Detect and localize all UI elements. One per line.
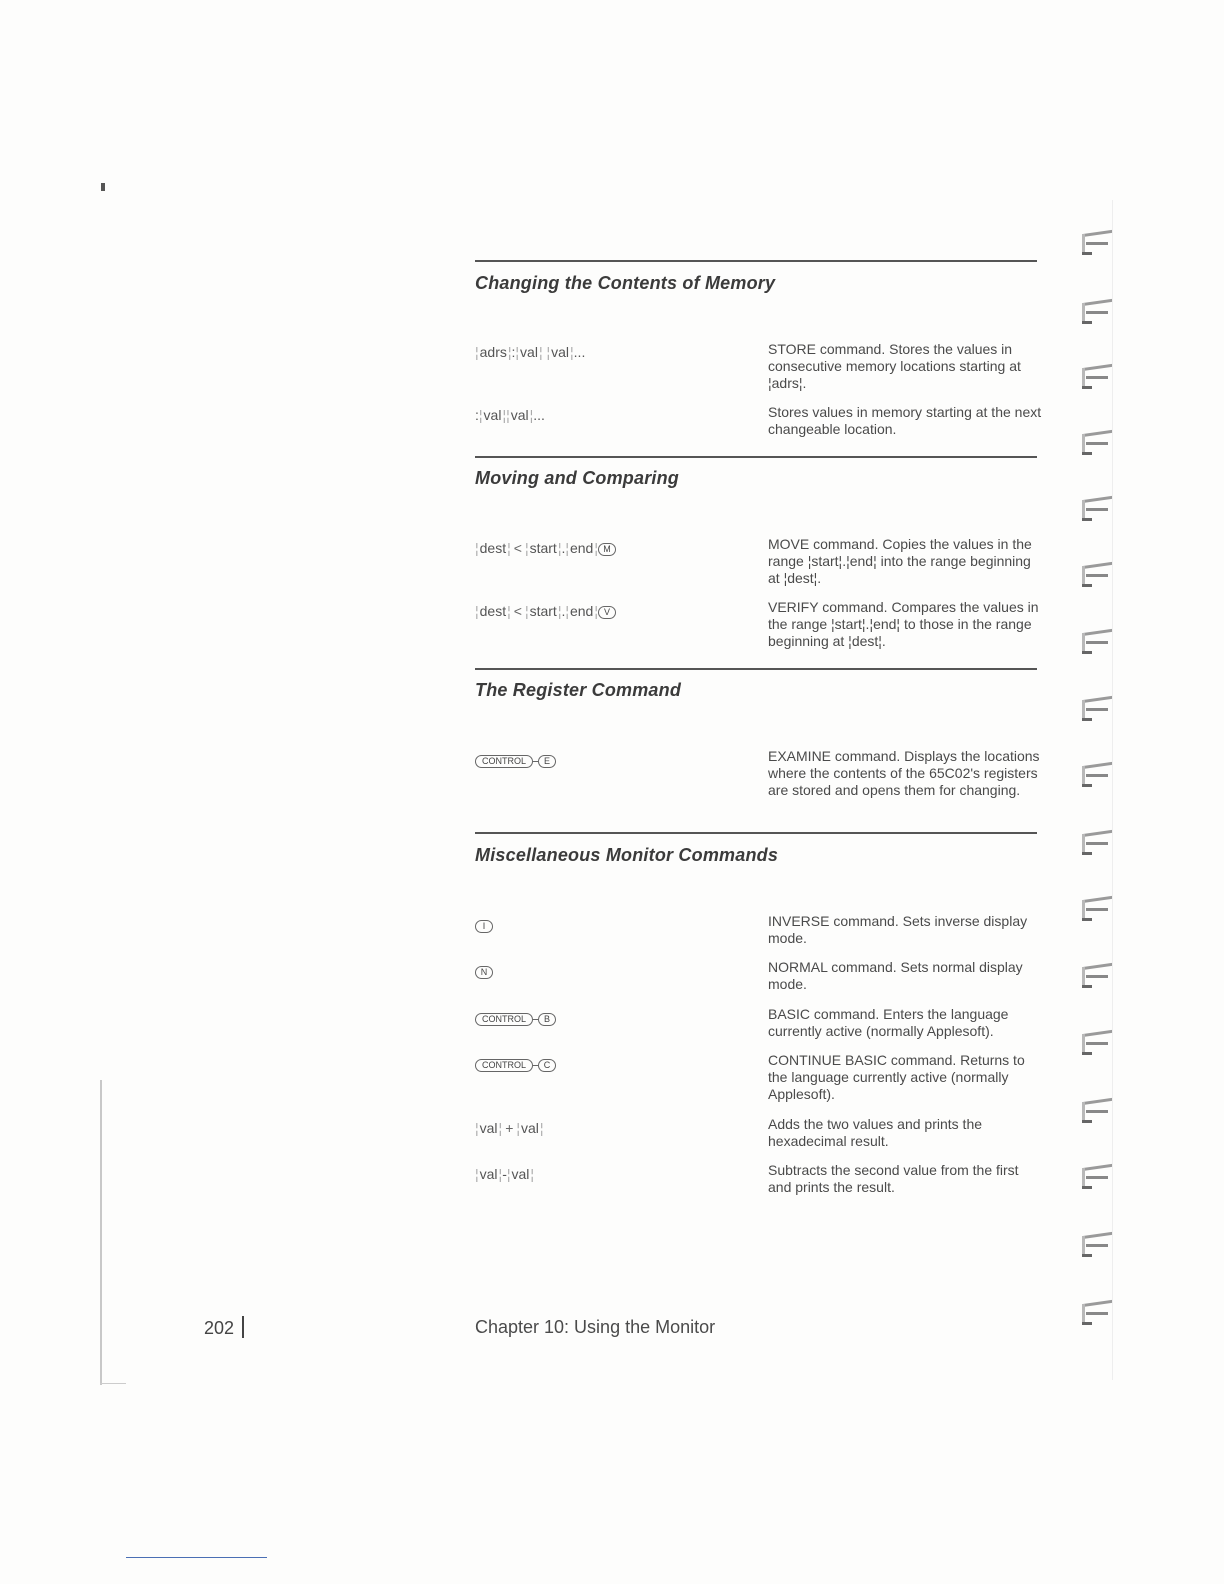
command-verify: ¦ dest ¦ <¦ start ¦ .¦ end ¦ V [475,603,616,619]
placeholder-start: ¦ start ¦ [525,540,562,556]
command-store: ¦ adrs ¦ :¦ val ¦ ¦ val ¦ ... [475,344,585,360]
command-examine [475,752,556,768]
key-c-icon: C [538,1059,556,1072]
key-i-icon: I [475,920,493,933]
placeholder-val: ¦ val ¦ [506,407,533,423]
section-rule [475,260,1037,262]
placeholder-end: ¦ end ¦ [565,540,598,556]
key-v-icon: V [598,606,616,619]
spiral-binding-tab-icon [1082,961,1112,991]
command-add: ¦ val ¦ +¦ val ¦ [475,1120,544,1136]
spiral-binding-tab-icon [1082,428,1112,458]
spiral-binding-tab-icon [1082,1096,1112,1126]
spiral-binding-tab-icon [1082,828,1112,858]
key-n-icon: N [475,966,493,979]
placeholder-adrs: ¦ adrs ¦ [475,344,512,360]
spiral-binding-tab-icon [1082,627,1112,657]
spiral-binding-tab-icon [1082,1162,1112,1192]
description-store: STORE command. Stores the values in consecutive memory locations starting at ¦adrs¦. [768,341,1021,391]
command-continue-basic [475,1056,556,1072]
control-key-icon: CONTROL [475,1059,533,1072]
section-title-register: The Register Command [475,680,682,700]
bottom-link-underline [126,1557,267,1558]
spiral-binding-tab-icon [1082,494,1112,524]
page-number: 202 [204,1318,235,1338]
spiral-binding-tab-icon [1082,1028,1112,1058]
command-inverse [475,917,493,933]
description-add: Adds the two values and prints the hexadecimal result. [768,1116,983,1149]
binding-margin-line [100,1080,102,1385]
spiral-binding-edge [1112,200,1113,1380]
control-key-icon: CONTROL [475,1013,533,1026]
placeholder-start: ¦ start ¦ [525,603,562,619]
control-key-icon: CONTROL [475,755,533,768]
placeholder-val: ¦ val ¦ [475,1166,502,1182]
description-inverse: INVERSE command. Sets inverse display mode. [768,913,1028,946]
description-subtract: Subtracts the second value from the first and prints the result. [768,1162,1019,1195]
key-m-icon: M [598,543,616,556]
binding-margin-foot [100,1383,126,1384]
margin-mark [101,183,105,191]
placeholder-val: ¦ val ¦ [516,1120,543,1136]
spiral-binding-tab-icon [1082,1298,1112,1328]
description-normal: NORMAL command. Sets normal display mode. [768,959,1023,992]
section-title-moving: Moving and Comparing [475,468,679,488]
section-title-memory: Changing the Contents of Memory [475,273,776,293]
placeholder-val: ¦ val ¦ [507,1166,534,1182]
description-basic: BASIC command. Enters the language currently active (normally Applesoft). [768,1006,1009,1039]
section-rule [475,456,1037,458]
command-normal [475,963,493,979]
placeholder-end: ¦ end ¦ [565,603,598,619]
placeholder-dest: ¦ dest ¦ [475,603,511,619]
spiral-binding-tab-icon [1082,694,1112,724]
command-subtract: ¦ val ¦ -¦ val ¦ [475,1166,534,1182]
description-verify: VERIFY command. Compares the values in the range ¦start¦.¦end¦ to those in the range beginning at ¦dest¦. [768,599,1039,649]
spiral-binding-tab-icon [1082,560,1112,590]
placeholder-val: ¦ val ¦ [479,407,506,423]
chapter-footer: Chapter 10: Using the Monitor [475,1317,716,1337]
description-move: MOVE command. Copies the values in the range ¦start¦.¦end¦ into the range beginning at ¦dest¦. [768,536,1032,586]
command-basic [475,1010,556,1026]
spiral-binding-tab-icon [1082,760,1112,790]
placeholder-dest: ¦ dest ¦ [475,540,511,556]
page-number-bar [242,1316,244,1338]
key-b-icon: B [538,1013,556,1026]
description-store-next: Stores values in memory starting at the next changeable location. [768,404,1042,437]
section-rule [475,832,1037,834]
spiral-binding-tab-icon [1082,1230,1112,1260]
command-store-next: :¦ val ¦¦ val ¦ ... [475,407,545,423]
placeholder-val: ¦ val ¦ [515,344,542,360]
section-title-misc: Miscellaneous Monitor Commands [475,845,779,865]
command-move: ¦ dest ¦ <¦ start ¦ .¦ end ¦ M [475,540,616,556]
description-examine: EXAMINE command. Displays the locations where the contents of the 65C02's registers are stored and opens them for changing. [768,748,1040,798]
spiral-binding-tab-icon [1082,362,1112,392]
key-e-icon: E [538,755,556,768]
description-continue-basic: CONTINUE BASIC command. Returns to the language currently active (normally Applesoft). [768,1052,1025,1102]
section-rule [475,668,1037,670]
spiral-binding-tab-icon [1082,228,1112,258]
placeholder-val: ¦ val ¦ [546,344,573,360]
placeholder-val: ¦ val ¦ [475,1120,502,1136]
spiral-binding-tab-icon [1082,297,1112,327]
spiral-binding-tab-icon [1082,894,1112,924]
